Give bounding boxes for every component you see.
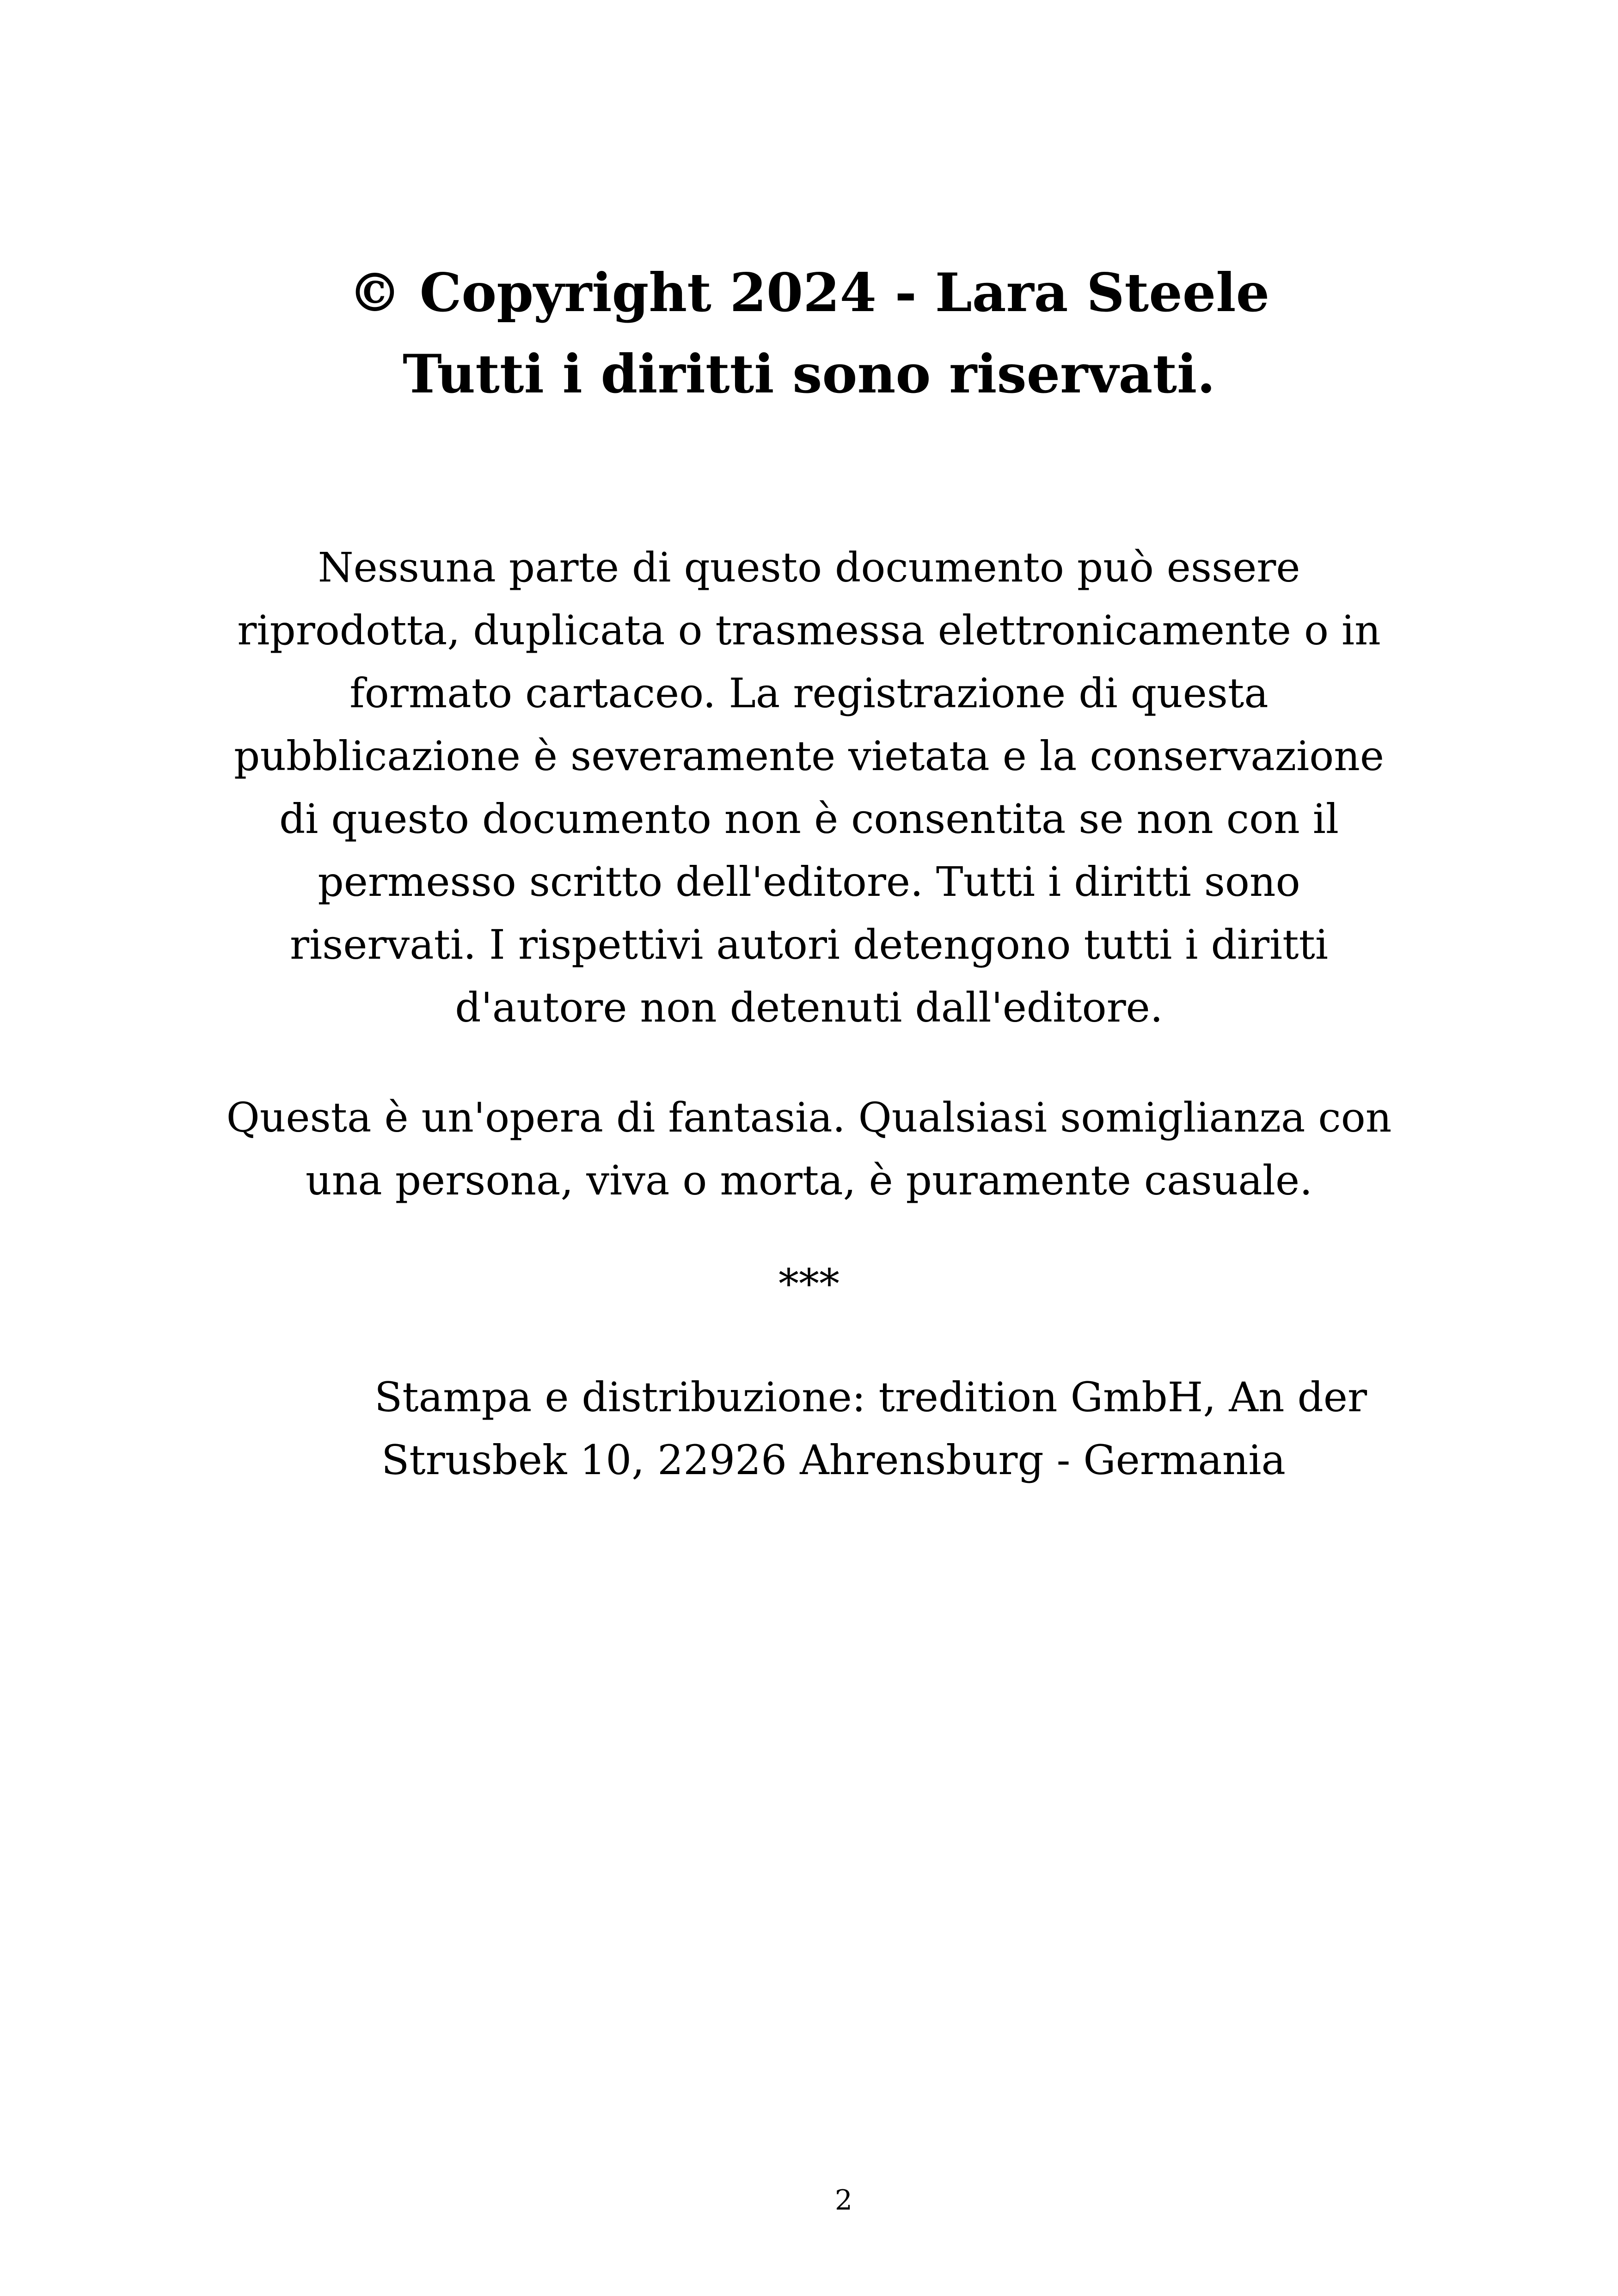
printer-info bbox=[374, 1366, 1391, 1492]
notice-line: di questo documento non è consentita se non con il bbox=[279, 795, 1339, 843]
disclaimer-line: Questa è un'opera di fantasia. Qualsiasi somiglianza con bbox=[226, 1094, 1392, 1141]
copyright-title-line: © Copyright 2024 - Lara Steele bbox=[348, 262, 1270, 324]
notice-line: permesso scritto dell'editore. Tutti i diritti sono bbox=[318, 858, 1300, 906]
page-number: 2 bbox=[834, 2184, 853, 2216]
notice-line: formato cartaceo. La registrazione di questa bbox=[349, 669, 1269, 717]
copyright-title bbox=[0, 252, 1618, 415]
fiction-disclaimer bbox=[0, 1086, 1618, 1212]
notice-line: riprodotta, duplicata o trasmessa elettronicamente o in bbox=[237, 606, 1381, 654]
disclaimer-line: una persona, viva o morta, è puramente casuale. bbox=[305, 1157, 1313, 1204]
printer-line: Strusbek 10, 22926 Ahrensburg - Germania bbox=[381, 1436, 1286, 1484]
notice-line: riservati. I rispettivi autori detengono tutti i diritti bbox=[289, 921, 1329, 968]
notice-line: d'autore non detenuti dall'editore. bbox=[455, 984, 1163, 1031]
notice-line: Nessuna parte di questo documento può essere bbox=[318, 544, 1300, 591]
printer-line: Stampa e distribuzione: tredition GmbH, An der bbox=[374, 1373, 1367, 1421]
reproduction-notice bbox=[0, 536, 1618, 1039]
notice-line: pubblicazione è severamente vietata e la conservazione bbox=[233, 732, 1385, 780]
rights-reserved-title-line: Tutti i diritti sono riservati. bbox=[403, 343, 1215, 405]
section-separator: *** bbox=[778, 1260, 840, 1308]
